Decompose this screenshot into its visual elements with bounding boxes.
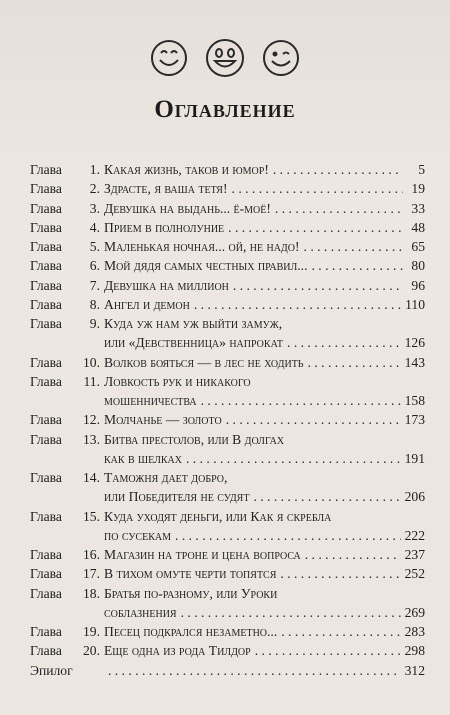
- toc-entry-line: [30, 353, 425, 372]
- chapter-title: Магазин на троне и цена вопроса: [104, 547, 301, 562]
- toc-entry-line: [30, 526, 425, 545]
- chapter-title: Какая жизнь, таков и юмор!: [104, 162, 269, 177]
- toc-entry-line: [30, 507, 425, 526]
- chapter-number: 12.: [83, 412, 100, 428]
- page-number: 110: [405, 296, 425, 312]
- page-number: 222: [404, 527, 425, 543]
- chapter-label: Глава: [30, 258, 62, 274]
- chapter-number: 2.: [89, 181, 100, 197]
- toc-entry-line: [30, 333, 425, 352]
- toc-entry-line: [30, 564, 425, 583]
- chapter-number: 8.: [89, 296, 100, 312]
- dot-leader: [287, 333, 401, 352]
- page-number: 252: [404, 566, 425, 582]
- chapter-title: Девушка на выдань... ё-моё!: [104, 200, 271, 216]
- chapter-label: Глава: [30, 547, 62, 562]
- toc-entry-line: [30, 545, 425, 564]
- dot-leader: [186, 449, 401, 468]
- page-number: 126: [404, 335, 425, 351]
- toc-entry-line: [30, 603, 425, 622]
- dot-leader: [233, 276, 403, 295]
- chapter-number: 11.: [83, 373, 100, 389]
- chapter-number: 18.: [83, 585, 100, 601]
- page-number: 158: [404, 393, 425, 408]
- chapter-label: Глава: [30, 566, 62, 582]
- toc-entry-line: [30, 256, 425, 275]
- chapter-label: Глава: [30, 181, 62, 197]
- chapter-title: Прием в полнолуние: [104, 219, 225, 235]
- smiley-face-icon: [203, 36, 247, 80]
- chapter-title: Еще одна из рода Тилдор: [104, 643, 251, 659]
- toc-entry-line: [30, 410, 425, 429]
- toc-entry-line: [30, 430, 425, 449]
- chapter-label: Глава: [30, 162, 62, 177]
- page-number: 312: [404, 662, 425, 678]
- chapter-number: 15.: [83, 508, 100, 524]
- toc-entry-line: [30, 487, 425, 506]
- chapter-label: Глава: [30, 239, 62, 254]
- toc-entry-line: [30, 641, 425, 660]
- chapter-title-continued: как в шелках: [104, 450, 182, 466]
- chapter-label: Глава: [30, 277, 62, 293]
- dot-leader: [228, 218, 403, 237]
- chapter-number: 6.: [89, 258, 100, 274]
- toc-entry-line: [30, 314, 425, 333]
- dot-leader: [308, 353, 401, 372]
- dot-leader: [275, 199, 403, 218]
- smiley-face-icon: [149, 38, 189, 78]
- toc-entry-line: [30, 661, 425, 680]
- dot-leader: [281, 622, 400, 641]
- chapter-title-continued: или Победителя не судят: [104, 489, 250, 505]
- dot-leader: [226, 410, 401, 429]
- chapter-label: Глава: [30, 219, 62, 235]
- page-number: 80: [411, 258, 425, 274]
- chapter-title: Ангел и демон: [104, 296, 190, 312]
- page-number: 48: [411, 219, 425, 235]
- chapter-label: Глава: [30, 508, 62, 524]
- chapter-number: 1.: [89, 162, 100, 177]
- toc-entry-line: [30, 449, 425, 468]
- toc-entry-line: [30, 199, 425, 218]
- page-number: 65: [411, 239, 425, 254]
- page-number: 96: [411, 277, 425, 293]
- chapter-label: Глава: [30, 373, 62, 389]
- chapter-label: Эпилог: [30, 662, 73, 678]
- page-number: 283: [404, 624, 425, 639]
- toc-entry-line: [30, 584, 425, 603]
- toc-entry-line: [30, 179, 425, 198]
- smiley-face-icon: [261, 38, 301, 78]
- chapter-number: 5.: [89, 239, 100, 254]
- page-number: 33: [411, 200, 425, 216]
- chapter-title: Волков бояться — в лес не ходить: [104, 354, 304, 370]
- dot-leader: [304, 237, 403, 256]
- table-of-contents: [30, 160, 425, 680]
- page-number: 5: [418, 162, 425, 177]
- chapter-title: Ловкость рук и никакого: [104, 373, 251, 389]
- toc-entry-line: [30, 468, 425, 487]
- chapter-title: Таможня дает добро,: [104, 470, 228, 485]
- chapter-title: Песец подкрался незаметно...: [104, 624, 278, 639]
- page-number: 143: [404, 354, 425, 370]
- chapter-label: Глава: [30, 316, 62, 331]
- chapter-label: Глава: [30, 354, 62, 370]
- toc-entry-line: [30, 276, 425, 295]
- chapter-number: 20.: [83, 643, 100, 659]
- chapter-title: Девушка на миллион: [104, 277, 229, 293]
- chapter-title: Куда уходят деньги, или Как я скребла: [104, 508, 332, 524]
- dot-leader: [305, 545, 401, 564]
- chapter-number: 17.: [83, 566, 100, 582]
- chapter-number: 19.: [83, 624, 100, 639]
- chapter-title: Молчанье — золото: [104, 412, 222, 428]
- page-number: 237: [404, 547, 425, 562]
- toc-entry-line: [30, 218, 425, 237]
- dot-leader: [311, 256, 403, 275]
- page-number: 206: [404, 489, 425, 505]
- chapter-title-continued: по сусекам: [104, 527, 172, 543]
- dot-leader: [108, 661, 401, 680]
- toc-entry-line: [30, 295, 425, 314]
- chapter-label: Глава: [30, 296, 62, 312]
- dot-leader: [273, 160, 403, 179]
- chapter-number: 4.: [89, 219, 100, 235]
- chapter-title: Братья по-разному, или Уроки: [104, 585, 278, 601]
- chapter-title: Мой дядя самых честных правил...: [104, 258, 308, 274]
- chapter-number: 10.: [83, 354, 100, 370]
- chapter-label: Глава: [30, 470, 62, 485]
- page-number: 173: [404, 412, 425, 428]
- chapter-label: Глава: [30, 643, 62, 659]
- toc-entry-line: [30, 372, 425, 391]
- chapter-title-continued: мошенничества: [104, 393, 197, 408]
- chapter-title-continued: соблазнения: [104, 604, 177, 620]
- toc-entry-line: [30, 391, 425, 410]
- chapter-label: Глава: [30, 585, 62, 601]
- dot-leader: [253, 487, 400, 506]
- page-number: 269: [404, 604, 425, 620]
- toc-entry-line: [30, 237, 425, 256]
- dot-leader: [280, 564, 400, 583]
- dot-leader: [201, 391, 401, 410]
- chapter-number: 7.: [89, 277, 100, 293]
- chapter-title: В тихом омуте черти топятся: [104, 566, 277, 582]
- chapter-label: Глава: [30, 200, 62, 216]
- dot-leader: [232, 179, 403, 198]
- chapter-number: 9.: [89, 316, 100, 331]
- chapter-label: Глава: [30, 624, 62, 639]
- chapter-number: 3.: [89, 200, 100, 216]
- dot-leader: [181, 603, 401, 622]
- page-number: 298: [404, 643, 425, 659]
- dot-leader: [255, 641, 401, 660]
- chapter-number: 13.: [83, 431, 100, 447]
- dot-leader: [194, 295, 401, 314]
- dot-leader: [175, 526, 401, 545]
- chapter-label: Глава: [30, 431, 62, 447]
- chapter-number: 14.: [83, 470, 100, 485]
- chapter-title: Маленькая ночная... ой, не надо!: [104, 239, 300, 254]
- chapter-title: Куда уж нам уж выйти замуж,: [104, 316, 283, 331]
- page-title: Оглавление: [154, 96, 296, 123]
- chapter-title-continued: или «Девственница» напрокат: [104, 335, 284, 351]
- toc-entry-line: [30, 160, 425, 179]
- chapter-number: 16.: [83, 547, 100, 562]
- smiley-ornament: [0, 34, 450, 82]
- chapter-label: Глава: [30, 412, 62, 428]
- page-number: 191: [404, 450, 425, 466]
- toc-entry-line: [30, 622, 425, 641]
- page-number: 19: [411, 181, 425, 197]
- chapter-title: Битва престолов, или В долгах: [104, 431, 285, 447]
- chapter-title: Здрасте, я ваша тетя!: [104, 181, 228, 197]
